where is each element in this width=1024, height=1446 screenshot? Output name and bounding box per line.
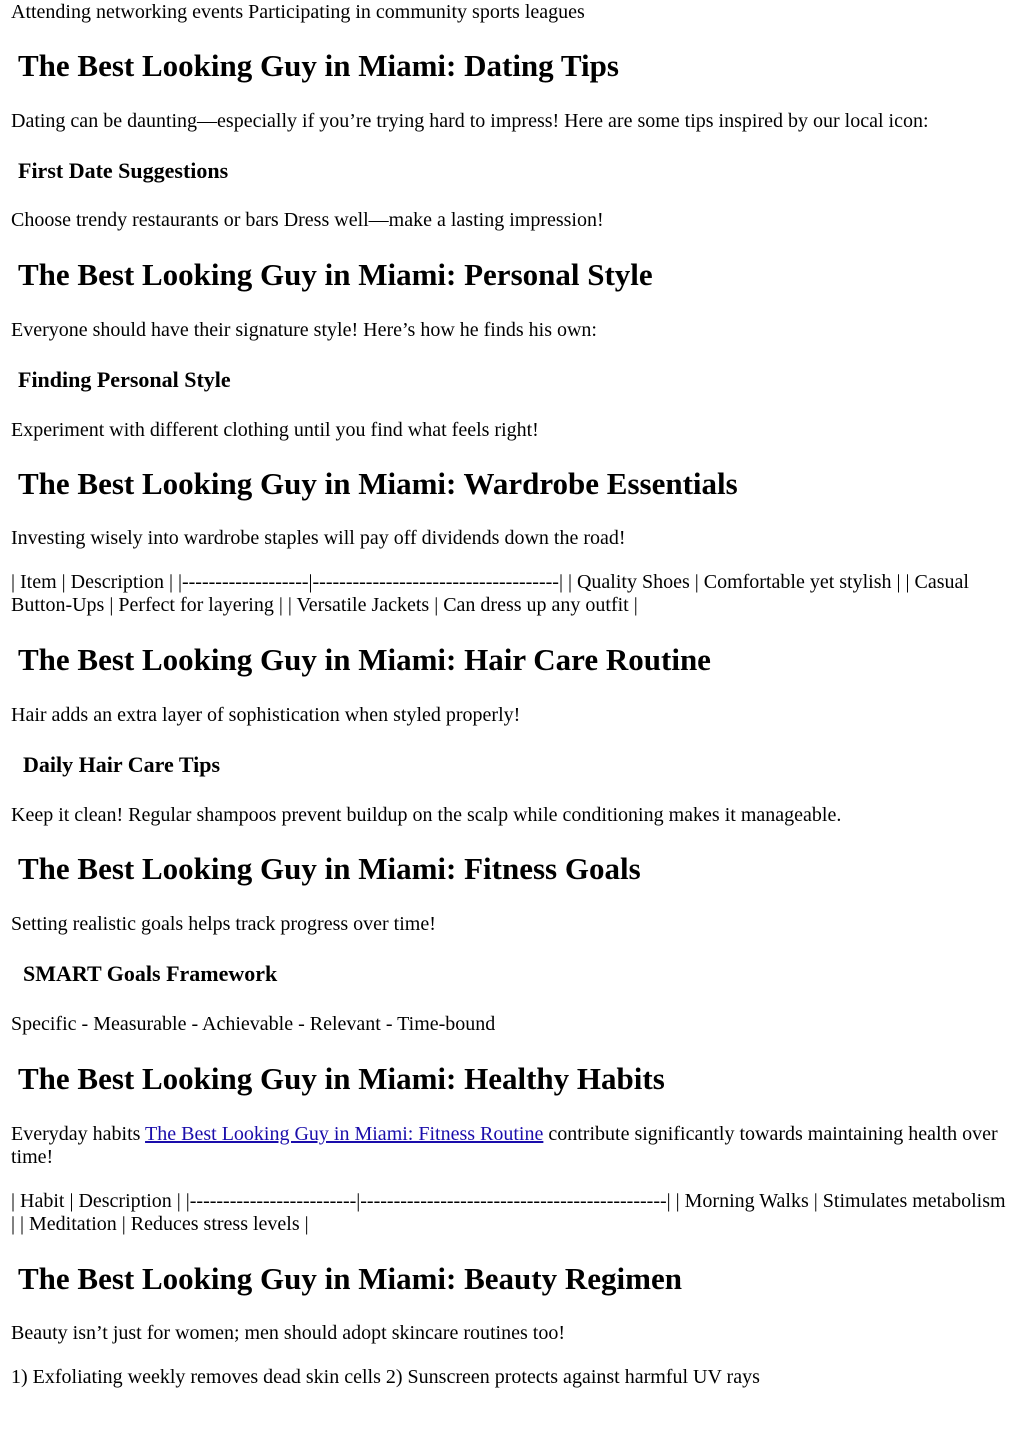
beauty-list-text: 1) Exfoliating weekly removes dead skin cells 2) Sunscreen protects against harmful UV rays <box>11 1366 760 1388</box>
wardrobe-table-text: | Item | Description | |-------------------|-------------------------------------| | Quality Shoes | Comfortable yet stylish | | Casual Button-Ups | Perfect for layering | | Versatile Jackets | Can dress up any outfit | <box>11 571 969 616</box>
daily-hair-heading: Daily Hair Care Tips <box>23 752 221 777</box>
healthy-habits-text <box>11 1123 1013 1169</box>
beauty-regimen-heading: The Best Looking Guy in Miami: Beauty Regimen <box>18 1261 682 1296</box>
smart-goals-heading: SMART Goals Framework <box>23 961 278 986</box>
healthy-habits-text-before: Everyday habits <box>11 1123 146 1145</box>
wardrobe-heading: The Best Looking Guy in Miami: Wardrobe Essentials <box>18 466 738 501</box>
smart-goals-text: Specific - Measurable - Achievable - Relevant - Time-bound <box>11 1013 496 1035</box>
first-date-text: Choose trendy restaurants or bars Dress well—make a lasting impression! <box>11 209 604 231</box>
daily-hair-text: Keep it clean! Regular shampoos prevent buildup on the scalp while conditioning makes it manageable. <box>11 804 842 826</box>
hair-care-text: Hair adds an extra layer of sophistication when styled properly! <box>11 704 521 726</box>
finding-style-text: Experiment with different clothing until you find what feels right! <box>11 419 539 441</box>
healthy-habits-text-after: contribute significantly towards maintaining health over time! <box>11 1123 998 1168</box>
healthy-habits-heading: The Best Looking Guy in Miami: Healthy Habits <box>18 1061 665 1096</box>
fitness-goals-text: Setting realistic goals helps track progress over time! <box>11 913 436 935</box>
fitness-goals-heading: The Best Looking Guy in Miami: Fitness Goals <box>18 851 641 886</box>
hair-care-heading: The Best Looking Guy in Miami: Hair Care Routine <box>18 642 711 677</box>
habits-table-text: | Habit | Description | |-------------------------|----------------------------------------------| | Morning Walks | Stimulates metabolism | | Meditation | Reduces stress levels | <box>11 1190 1006 1235</box>
dating-tips-heading: The Best Looking Guy in Miami: Dating Tips <box>18 48 619 83</box>
dating-tips-text: Dating can be daunting—especially if you’re trying hard to impress! Here are some tips inspired by our local icon: <box>11 110 929 132</box>
beauty-regimen-text: Beauty isn’t just for women; men should adopt skincare routines too! <box>11 1322 565 1344</box>
fitness-routine-link[interactable]: The Best Looking Guy in Miami: Fitness Routine <box>145 1123 544 1145</box>
first-date-heading: First Date Suggestions <box>18 158 229 183</box>
personal-style-heading: The Best Looking Guy in Miami: Personal Style <box>18 257 653 292</box>
wardrobe-text: Investing wisely into wardrobe staples will pay off dividends down the road! <box>11 527 626 549</box>
personal-style-text: Everyone should have their signature style! Here’s how he finds his own: <box>11 319 597 341</box>
finding-style-heading: Finding Personal Style <box>18 367 231 392</box>
intro-text: Attending networking events Participating in community sports leagues <box>11 1 585 23</box>
